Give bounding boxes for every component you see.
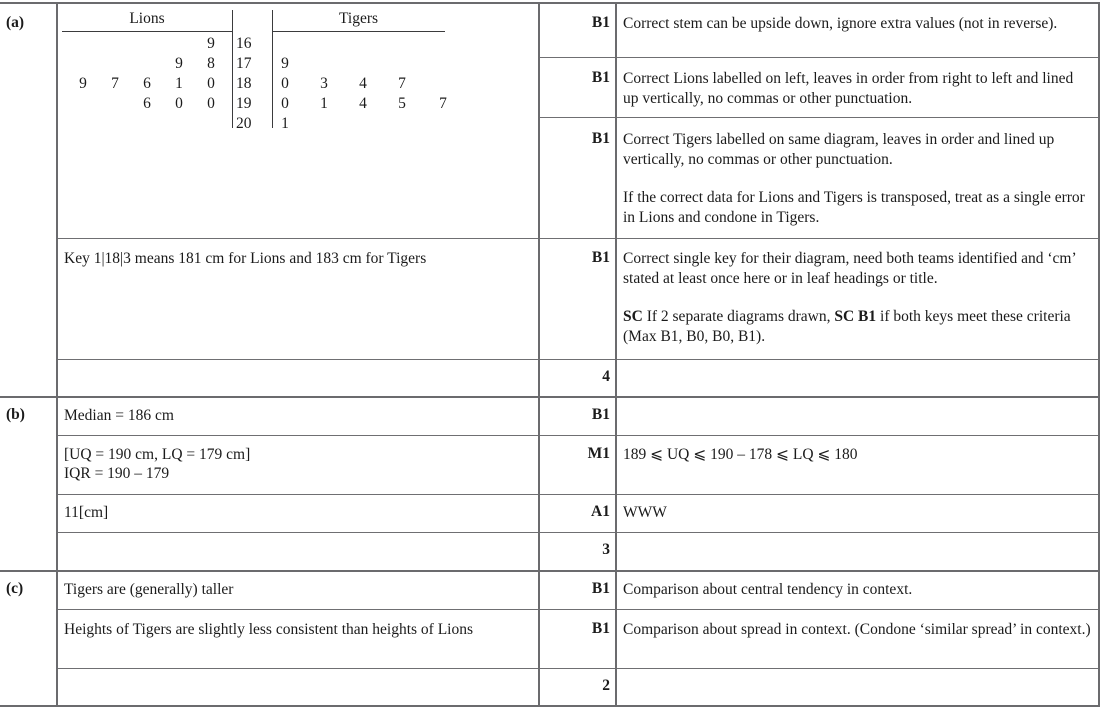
part-label-c: (c) <box>6 580 24 597</box>
tigers-leaf: 4 <box>359 75 367 92</box>
note-a3-line-1: Correct Tigers labelled on same diagram, leaves in order and lined up vertically, no commas or other punctuation. <box>623 131 1055 168</box>
answer-key-statement: Key 1|18|3 means 181 cm for Lions and 183 cm for Tigers <box>64 250 427 267</box>
mark-a2: B1 <box>591 69 610 86</box>
answer-c1: Tigers are (generally) taller <box>64 581 234 598</box>
stem-and-leaf-diagram <box>62 8 532 136</box>
note-c2-line: Comparison about spread in context. (Condone ‘similar spread’ in context.) <box>623 621 1091 638</box>
stem-leaf-tigers-heading: Tigers <box>338 10 379 27</box>
row-divider-c1-c2 <box>56 609 1100 610</box>
col-divider-part-answer <box>56 2 58 706</box>
tigers-leaf: 7 <box>398 75 406 92</box>
answer-c2: Heights of Tigers are slightly less consistent than heights of Lions <box>64 621 474 638</box>
answer-b2 <box>64 445 534 483</box>
note-c2 <box>623 620 1091 640</box>
stem-value: 18 <box>236 75 252 92</box>
part-label-b: (b) <box>6 406 25 423</box>
tigers-leaf: 3 <box>320 75 328 92</box>
lions-leaf: 7 <box>111 75 119 92</box>
col-divider-marks-notes <box>615 2 617 706</box>
mark-b3: A1 <box>591 503 610 520</box>
stem-leaf-lions-heading: Lions <box>129 10 165 27</box>
table-bottom-border <box>0 705 1100 707</box>
stem-leaf-tigers-underline <box>272 31 445 32</box>
stem-value: 17 <box>236 55 252 72</box>
mark-total-c: 2 <box>602 677 610 694</box>
answer-b2-line-2: IQR = 190 – 179 <box>64 465 170 482</box>
stem-value: 20 <box>236 115 252 132</box>
lions-leaf: 0 <box>207 75 215 92</box>
mark-total-a: 4 <box>602 368 610 385</box>
stem-leaf-row <box>62 34 532 54</box>
stem-leaf-row <box>62 74 532 94</box>
note-a1-line: Correct stem can be upside down, ignore extra values (not in reverse). <box>623 15 1058 32</box>
stem-leaf-row <box>62 54 532 74</box>
row-divider-b1-b2 <box>56 435 1100 436</box>
note-a4-line-2 <box>623 307 1091 346</box>
note-b3-line: WWW <box>623 504 667 521</box>
tigers-leaf: 4 <box>359 95 367 112</box>
lions-leaf: 6 <box>143 75 151 92</box>
tigers-leaf: 1 <box>281 115 289 132</box>
mark-a3: B1 <box>591 130 610 147</box>
note-a3-line-2: If the correct data for Lions and Tigers is transposed, treat as a single error in Lions and condone in Tigers. <box>623 189 1085 226</box>
lions-leaf: 9 <box>175 55 183 72</box>
note-c1 <box>623 580 1091 600</box>
note-c1-line: Comparison about central tendency in context. <box>623 581 913 598</box>
lions-leaf: 0 <box>207 95 215 112</box>
row-divider-a2-a3 <box>540 117 1100 118</box>
tigers-leaf: 0 <box>281 75 289 92</box>
answer-b2-line-1: [UQ = 190 cm, LQ = 179 cm] <box>64 446 251 463</box>
note-a4-sc-mid: If 2 separate diagrams drawn, <box>642 308 835 325</box>
tigers-leaf: 5 <box>398 95 406 112</box>
stem-leaf-row <box>62 114 532 134</box>
note-b2 <box>623 445 1091 465</box>
note-a4-sc-bold: SC B1 <box>834 308 877 325</box>
lions-leaf: 8 <box>207 55 215 72</box>
col-divider-answer-marks <box>538 2 540 706</box>
row-divider-a1-a2 <box>540 57 1100 58</box>
mark-b2: M1 <box>587 445 610 462</box>
note-a2-line: Correct Lions labelled on left, leaves in order from right to left and lined up vertically, no commas or other punctuation. <box>623 70 1074 107</box>
mark-a4: B1 <box>591 249 610 266</box>
note-a4-line-1: Correct single key for their diagram, need both teams identified and ‘cm’ stated at least once here or in leaf headings or title. <box>623 250 1076 287</box>
row-divider-b3-total <box>56 532 1100 533</box>
note-a4 <box>623 249 1091 346</box>
row-divider-c2-total <box>56 668 1100 669</box>
note-a4-sc-prefix: SC <box>623 308 643 325</box>
stem-value: 16 <box>236 35 252 52</box>
mark-c2: B1 <box>591 620 610 637</box>
stem-leaf-row <box>62 94 532 114</box>
note-a3 <box>623 130 1091 227</box>
answer-b3: 11[cm] <box>64 504 109 521</box>
row-divider-a3-key <box>56 238 1100 239</box>
table-top-border <box>0 2 1100 4</box>
answer-b1: Median = 186 cm <box>64 407 174 424</box>
tigers-leaf: 7 <box>439 95 447 112</box>
lions-leaf: 0 <box>175 95 183 112</box>
tigers-leaf: 0 <box>281 95 289 112</box>
lions-leaf: 1 <box>175 75 183 92</box>
row-divider-b2-b3 <box>56 494 1100 495</box>
tigers-leaf: 9 <box>281 55 289 72</box>
note-a1 <box>623 14 1091 34</box>
mark-c1: B1 <box>591 580 610 597</box>
lions-leaf: 6 <box>143 95 151 112</box>
note-a4-sc-suffix: if both keys meet these criteria (Max B1, B0, B0, B1). <box>623 308 1071 345</box>
lions-leaf: 9 <box>207 35 215 52</box>
note-b3 <box>623 503 1091 523</box>
stem-leaf-lions-underline <box>62 31 232 32</box>
part-label-a: (a) <box>6 14 25 31</box>
section-divider-b-c <box>0 570 1100 572</box>
lions-leaf: 9 <box>79 75 87 92</box>
tigers-leaf: 1 <box>320 95 328 112</box>
mark-b1: B1 <box>591 406 610 423</box>
note-b2-line: 189 ⩽ UQ ⩽ 190 – 178 ⩽ LQ ⩽ 180 <box>623 446 858 463</box>
section-divider-a-b <box>0 396 1100 398</box>
note-a2 <box>623 69 1091 108</box>
row-divider-key-total <box>56 359 1100 360</box>
mark-total-b: 3 <box>602 541 610 558</box>
stem-value: 19 <box>236 95 252 112</box>
mark-a1: B1 <box>591 14 610 31</box>
